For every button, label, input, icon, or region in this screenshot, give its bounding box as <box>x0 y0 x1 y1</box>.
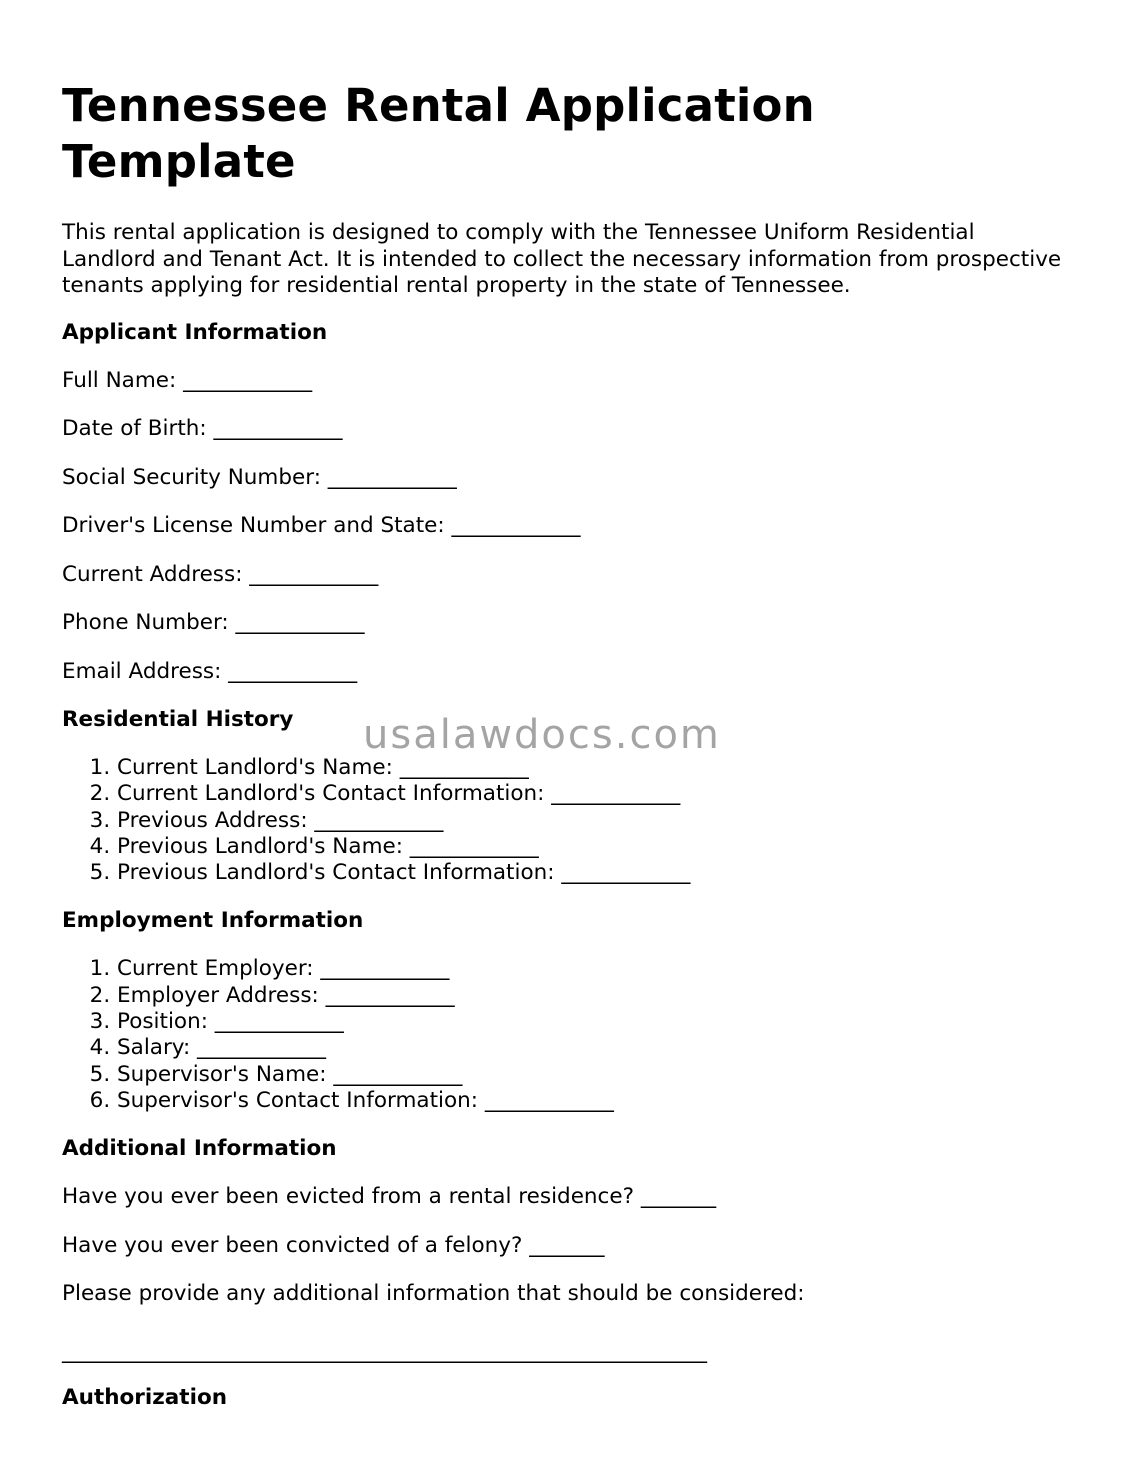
list-item: 3. Position: ____________ <box>117 1009 1062 1035</box>
list-item: 4. Salary: ____________ <box>117 1035 1062 1061</box>
intro-paragraph: This rental application is designed to comply with the Tennessee Uniform Residential Landlord and Tenant Act. It is intended to collect the necessary information from prospective tenants applying for residential rental property in the state of Tennessee. <box>62 220 1062 298</box>
list-item: 1. Current Employer: ____________ <box>117 956 1062 982</box>
full-name-field: Full Name: ____________ <box>62 367 313 393</box>
ssn-field: Social Security Number: ____________ <box>62 464 457 490</box>
list-item: 6. Supervisor's Contact Information: ____________ <box>117 1088 1062 1114</box>
document-page <box>62 78 1062 1433</box>
date-of-birth-field: Date of Birth: ____________ <box>62 416 343 441</box>
drivers-license-field: Driver's License Number and State: ____________ <box>62 513 581 538</box>
list-item: 2. Employer Address: ____________ <box>117 983 1062 1009</box>
section-heading-additional: Additional Information <box>62 1136 337 1162</box>
page-title: Tennessee Rental Application Template <box>62 79 815 188</box>
section-heading-applicant: Applicant Information <box>62 319 328 345</box>
email-address-field: Email Address: ____________ <box>62 658 358 684</box>
section-heading-authorization: Authorization <box>62 1385 228 1411</box>
section-heading-employment: Employment Information <box>62 908 364 934</box>
list-item: 4. Previous Landlord's Name: ____________ <box>117 834 1062 860</box>
list-item: 3. Previous Address: ____________ <box>117 808 1062 834</box>
residential-history-list <box>62 755 1062 886</box>
list-item: 2. Current Landlord's Contact Information: ____________ <box>117 781 1062 807</box>
additional-info-line: ____________________________________________________________ <box>62 1339 707 1365</box>
additional-info-prompt: Please provide any additional information that should be considered: <box>62 1281 805 1307</box>
current-address-field: Current Address: ____________ <box>62 561 379 587</box>
watermark: usalawdocs.com <box>363 712 721 758</box>
section-heading-residential: Residential History <box>62 707 294 732</box>
list-item: 5. Supervisor's Name: ____________ <box>117 1062 1062 1088</box>
felony-question: Have you ever been convicted of a felony? _______ <box>62 1232 605 1258</box>
phone-number-field: Phone Number: ____________ <box>62 610 365 635</box>
list-item: 1. Current Landlord's Name: ____________ <box>117 755 1062 781</box>
list-item: 5. Previous Landlord's Contact Information: ____________ <box>117 860 1062 886</box>
evicted-question: Have you ever been evicted from a rental residence? _______ <box>62 1184 717 1210</box>
employment-info-list <box>62 956 1062 1114</box>
